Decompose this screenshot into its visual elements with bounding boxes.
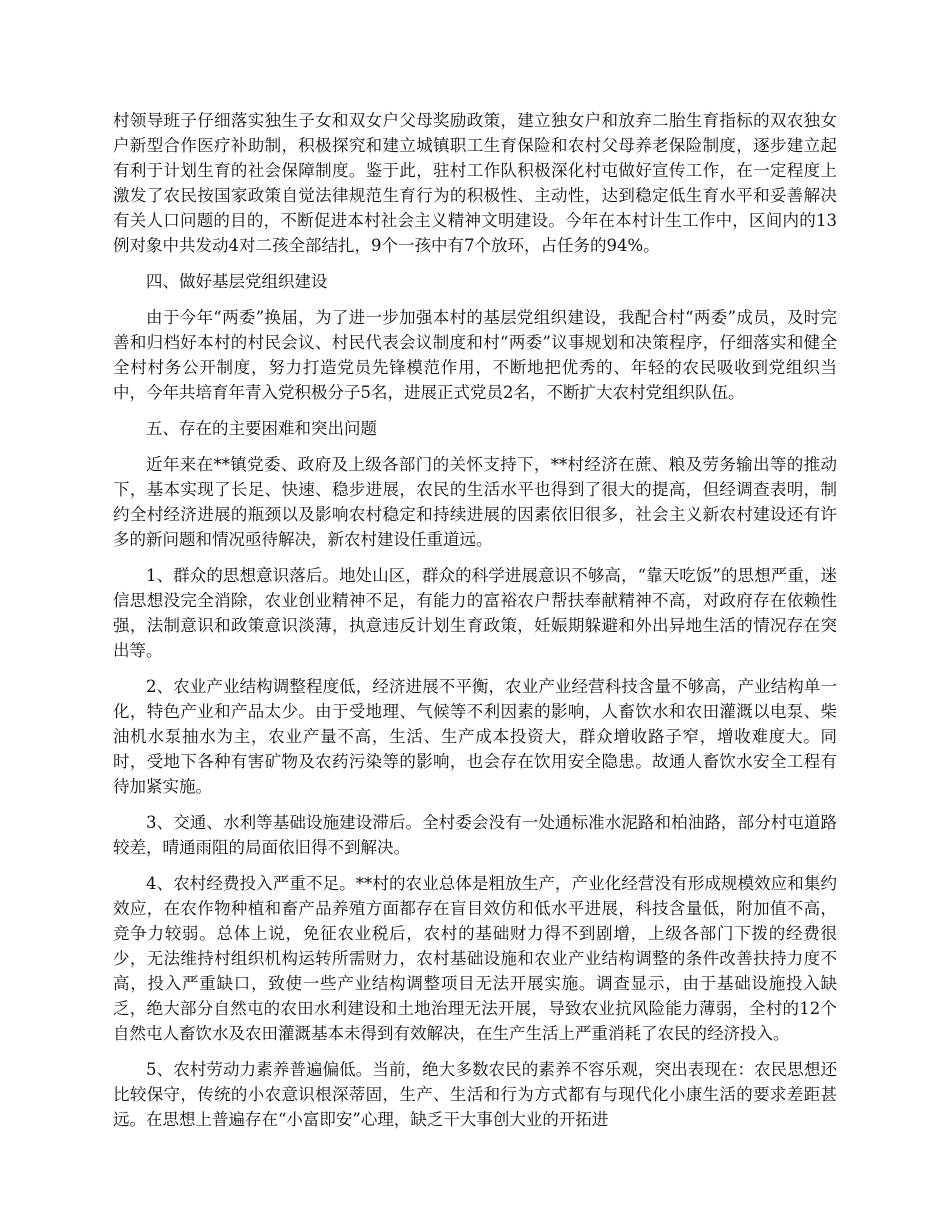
paragraph-problem-3: 3、交通、水利等基础设施建设滞后。全村委会没有一处通标准水泥路和柏油路，部分村屯道路较差，晴通雨阻的局面依旧得不到解决。	[113, 813, 837, 857]
paragraph-family-planning: 村领导班子仔细落实独生子女和双女户父母奖励政策，建立独女户和放弃二胎生育指标的双农独女户新型合作医疗补助制，积极探究和建立城镇职工生育保险和农村父母养老保险制度，逐步建立起有利于计划生育的社会保障制度。鉴于此，驻村工作队积极深化村屯做好宣传工作，在一定程度上激发了农民按国家政策自觉法律规范生育行为的积极性、主动性，达到稳定低生育水平和妥善解决有关人口问题的目的，不断促进本村社会主义精神文明建设。今年在本村计生工作中，区间内的13例对象中共发动4对二孩全部结扎，9个一孩中有7个放环，占任务的94%。	[113, 111, 837, 255]
section-heading-party-building: 四、做好基层党组织建设	[146, 272, 328, 291]
paragraph-problems-intro: 近年来在**镇党委、政府及上级各部门的关怀支持下，**村经济在蔗、粮及劳务输出等的推动下，基本实现了长足、快速、稳步进展，农民的生活水平也得到了很大的提高，但经调查表明，制约全村经济进展的瓶颈以及影响农村稳定和持续进展的因素依旧很多，社会主义新农村建设还有许多的新问题和情况亟待解决，新农村建设任重道远。	[113, 455, 837, 549]
document-page	[113, 108, 837, 1143]
paragraph-problem-2: 2、农业产业结构调整程度低，经济进展不平衡，农业产业经营科技含量不够高，产业结构单一化，特色产业和产品太少。由于受地理、气候等不利因素的影响，人畜饮水和农田灌溉以电泵、柴油机水泵抽水为主，农业产量不高，生活、生产成本投资大，群众增收路子窄，增收难度大。同时，受地下各种有害矿物及农药污染等的影响，也会存在饮用安全隐患。故通人畜饮水安全工程有待加紧实施。	[113, 677, 837, 796]
paragraph-problem-4: 4、农村经费投入严重不足。**村的农业总体是粗放生产，产业化经营没有形成规模效应和集约效应，在农作物种植和畜产品养殖方面都存在盲目效仿和低水平进展，科技含量低，附加值不高，竞争力较弱。总体上说，免征农业税后，农村的基础财力得不到剧增，上级各部门下拨的经费很少，无法维持村组织机构运转所需财力，农村基础设施和农业产业结构调整的条件改善扶持力度不高，投入严重缺口，致使一些产业结构调整项目无法开展实施。调查显示，由于基础设施投入缺乏，绝大部分自然屯的农田水利建设和土地治理无法开展，导致农业抗风险能力薄弱，全村的12个自然屯人畜饮水及农田灌溉基本未得到有效解决，在生产生活上严重消耗了农民的经济投入。	[113, 874, 837, 1043]
paragraph-problem-1: 1、群众的思想意识落后。地处山区，群众的科学进展意识不够高，“靠天吃饭”的思想严重，迷信思想没完全消除，农业创业精神不足，有能力的富裕农户帮扶奉献精神不高，对政府存在依赖性强，法制意识和政策意识淡薄，执意违反计划生育政策，妊娠期躲避和外出异地生活的情况存在突出等。	[113, 566, 837, 660]
section-heading-problems: 五、存在的主要困难和突出问题	[146, 419, 377, 438]
paragraph-party-building: 由于今年“两委”换届，为了进一步加强本村的基层党组织建设，我配合村“两委”成员，及时完善和归档好本村的村民会议、村民代表会议制度和村“两委”议事规划和决策程序，仔细落实和健全全村村务公开制度，努力打造党员先锋模范作用，不断地把优秀的、年轻的农民吸收到党组织当中，今年共培育年青入党积极分子5名，进展正式党员2名，不断扩大农村党组织队伍。	[113, 308, 837, 402]
paragraph-problem-5: 5、农村劳动力素养普遍偏低。当前，绝大多数农民的素养不容乐观，突出表现在：农民思想还比较保守，传统的小农意识根深蒂固，生产、生活和行为方式都有与现代化小康生活的要求差距甚远。在思想上普遍存在“小富即安”心理，缺乏干大事创大业的开拓进	[113, 1060, 837, 1129]
